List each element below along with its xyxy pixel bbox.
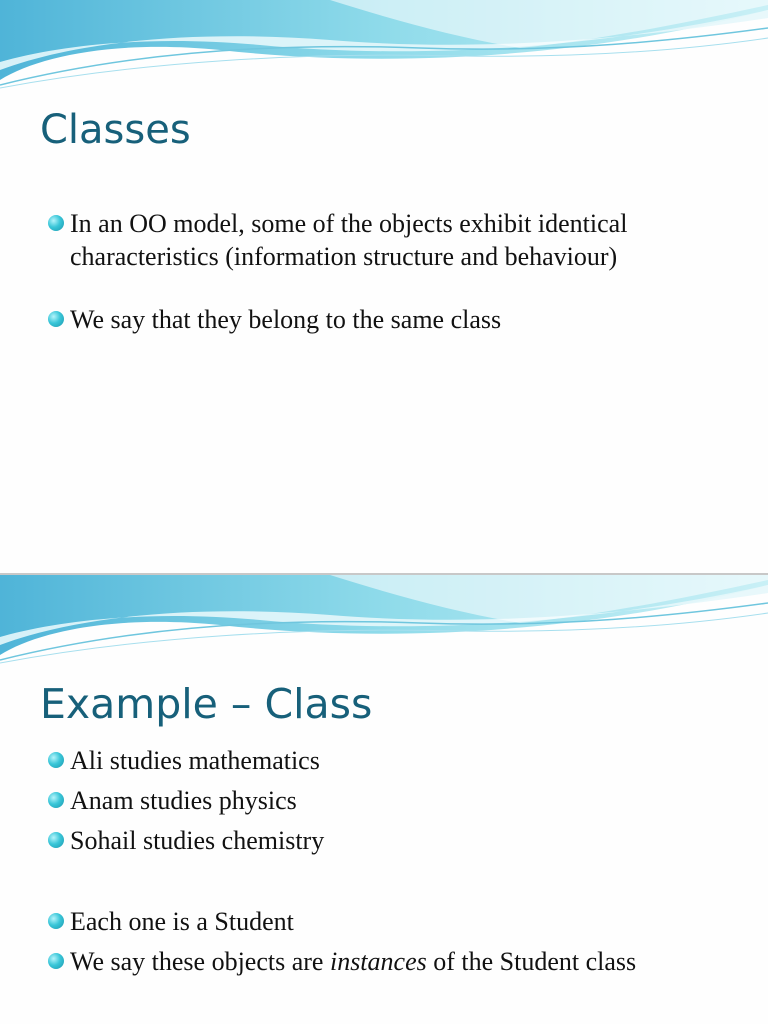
- bullet-item: [46, 945, 728, 978]
- bullet-item: [46, 824, 728, 857]
- bullet-text: Anam studies physics: [70, 786, 297, 815]
- wave-header-decoration: [0, 0, 768, 90]
- bullet-text: We say that they belong to the same class: [70, 305, 502, 334]
- bullet-list: [46, 207, 728, 336]
- slide-title: Example – Class: [40, 680, 373, 728]
- bullet-item: [46, 207, 728, 273]
- bullet-item: [46, 784, 728, 817]
- slide-title: Classes: [40, 107, 191, 153]
- bullet-item: [46, 905, 728, 938]
- bullet-text: In an OO model, some of the objects exhibit identical characteristics (information structure and behaviour): [70, 209, 628, 271]
- bullet-text-after: of the Student class: [426, 947, 637, 976]
- bullet-text: Ali studies mathematics: [70, 746, 320, 775]
- bullet-dot-icon: [48, 752, 64, 768]
- bullet-dot-icon: [48, 913, 64, 929]
- bullet-item: [46, 303, 728, 336]
- bullet-text: Sohail studies chemistry: [70, 826, 325, 855]
- bullet-text-emphasis: instances: [329, 947, 427, 976]
- slide-example-class: [0, 575, 768, 1024]
- bullet-dot-icon: [48, 215, 64, 231]
- wave-header-decoration: [0, 575, 768, 665]
- bullet-list: [46, 744, 728, 978]
- bullet-dot-icon: [48, 792, 64, 808]
- bullet-dot-icon: [48, 953, 64, 969]
- bullet-text: Each one is a Student: [70, 907, 294, 936]
- bullet-item: [46, 744, 728, 777]
- bullet-dot-icon: [48, 832, 64, 848]
- bullet-text-before: We say these objects are: [70, 947, 330, 976]
- bullet-dot-icon: [48, 311, 64, 327]
